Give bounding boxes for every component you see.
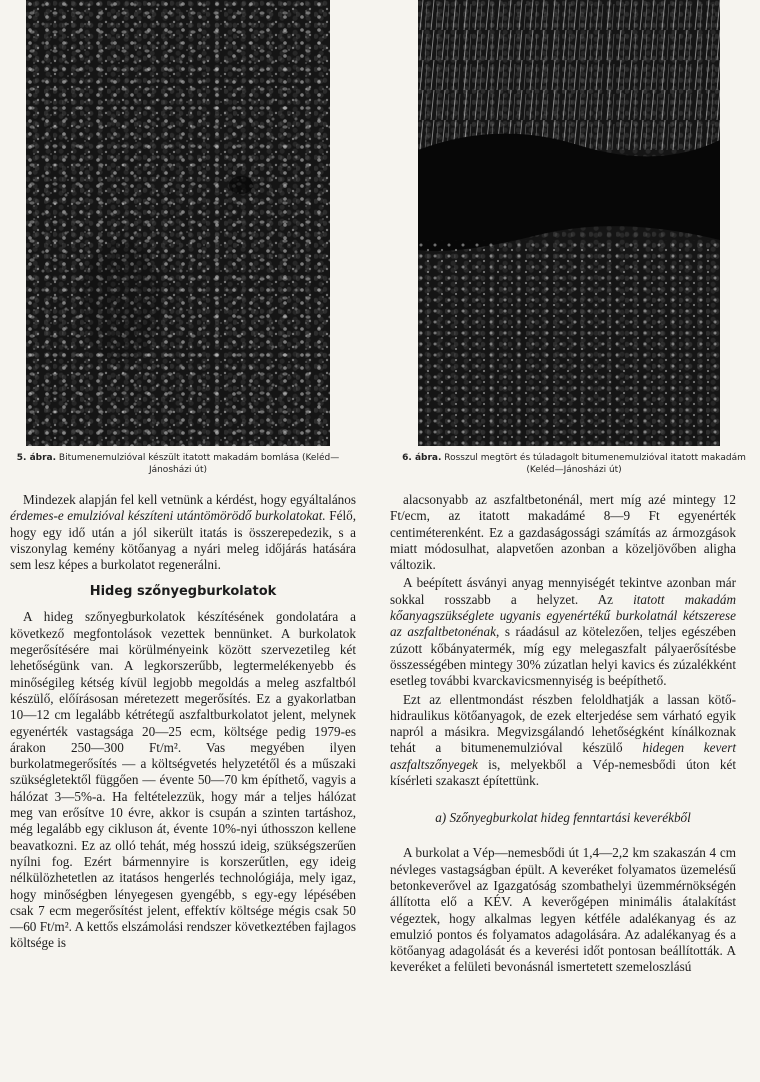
figure-5-caption — [0, 452, 356, 476]
emphasis: érdemes-e emulzióval készíteni utántömörödő burkolatokat. — [10, 508, 326, 524]
figure-6-caption-text: Rosszul megtört és túladagolt bitumenemulzióval itatott makadám (Keléd—Jánosházi út) — [444, 453, 746, 475]
subsection-heading: a) Szőnyegburkolat hideg fenntartási keverékből — [435, 810, 691, 826]
grass-and-asphalt-texture — [418, 0, 720, 446]
right-text-column — [390, 492, 736, 976]
figure-6-photo — [418, 0, 720, 446]
paragraph: A hideg szőnyegburkolatok készítésének gondolatára a következő megfontolások vezettek bennünket. A burkolatok megerősítésére mai körülményeink között szervezetileg két lehetőségünk van. A legkorszerűbb, legtermelékenyebb és minőségileg kétség kívül legjobb megoldás a meleg aszfaltból készülő, előírásosan méretezett megerősítés. Ez a gyakorlatban 10—12 cm legalább kétrétegű aszfaltburkolatot jelent, melynek egyenérték vastagsága 20—25 ecm, költsége pedig 1979-es árakon 250—300 Ft/m². Vas megyében ilyen burkolatmegerősítés — a költségvetés helyzetétől és a műszaki szükségletektől függően — évente 50—70 km építhető, vagyis a hálózat 3—5%-a. Ha feltételezzük, hogy már a teljes hálózat meg van erősítve 10 évre, akkor is csupán a szinten tartáshoz, még legalább egy cikluson át, évente 10%-nyi úthosszon kellene beavatkozni. Ez az olló tehát, még hosszú ideig, szükségszerűen nyílni fog. Ezért bármennyire is korszerűtlen, egy ideig nélkülözhetetlen az itatásos hengerlés technológiája, mely igaz, hogy minőségben lényegesen gyengébb, s egy-egy lépésében csak 7 ecm megerősítést jelent, effektív költsége mégis csak 50—60 Ft/m². A kettős elszámolási rendszer következtében fajlagos költsége is — [10, 609, 356, 951]
paragraph: A burkolat a Vép—nemesbődi út 1,4—2,2 km szakaszán 4 cm névleges vastagságban épült. A keveréket folyamatos üzemelésű betonkeverővel az Igazgatóság szombathelyi üzemmérnökségén állította elő a KÉV. A keverőgépen minimális átalakítást végeztek, hogy alkalmas legyen kétféle adalékanyag és az emulzió pontos és folyamatos adagolására. Az adalékanyag és a kötőanyag adagolását és a keverési időt pontosan beállították. A keveréket a felületi bevonásnál ismertetett szemeloszlású — [390, 845, 736, 975]
paragraph: A beépített ásványi anyag mennyiségét tekintve azonban már sokkal rosszabb a helyzet. Az itatott makadám kőanyagszükséglete ugyanis egyenértékű burkolatnál kétszerese az aszfaltbetonénak, s ráadásul az kötelezően, teljes egészében zúzott kőbányatermék, míg egy melegaszfalt pályaerősítésbe összességében mintegy 30% zúzatlan helyi kavics és zúzalékként esetleg további kvarckavicsmennyiség is beépíthető. — [390, 575, 736, 689]
paragraph: Mindezek alapján fel kell vetnünk a kérdést, hogy egyáltalános érdemes-e emulzióval készíteni utántömörödő burkolatokat. Félő, hogy egy idő után a jól sikerült itatás is összerepedezik, s a viszonylag kemény kötőanyag a nyári meleg időjárás hatására sem lesz képes a burkolatot regenerálni. — [10, 492, 356, 573]
emphasis: itatott makadám kőanyagszükséglete ugyanis egyenértékű burkolatnál kétszerese az aszfaltbetonénak — [390, 591, 736, 640]
emphasis: hidegen kevert aszfaltszőnyegek — [390, 740, 736, 772]
paragraph: alacsonyabb az aszfaltbetonénál, mert míg azé mintegy 12 Ft/ecm, az itatott makadámé 8—9 Ft egyenérték centiméterenként. Ez a gazdaságossági számítás az ármozgások miatt módosulhat, alapvetően azonban a közeljövőben aligha változik. — [390, 492, 736, 573]
figure-6-number: 6. ábra. — [402, 453, 442, 463]
figure-5-caption-text: Bitumenemulzióval készült itatott makadám bomlása (Keléd—Jánosházi út) — [58, 453, 340, 475]
gravel-texture — [26, 0, 330, 446]
figure-6-caption — [392, 452, 756, 476]
left-text-column — [10, 492, 356, 952]
figure-5-photo — [26, 0, 330, 446]
paragraph: Ezt az ellentmondást részben feloldhatják a lassan kötő-hidraulikus kötőanyagok, de ezek elterjedése sem várható egyik napról a másikra. Megvizsgálandó lehetőségként kínálkoznak tehát a bitumenemulzióval készülő hidegen kevert aszfaltszőnyegek is, melyekből a Vép-nemesbődi úton két kísérleti szakaszt építettünk. — [390, 691, 736, 789]
section-heading: Hideg szőnyegburkolatok — [89, 584, 277, 600]
figure-5-number: 5. ábra. — [16, 453, 57, 463]
